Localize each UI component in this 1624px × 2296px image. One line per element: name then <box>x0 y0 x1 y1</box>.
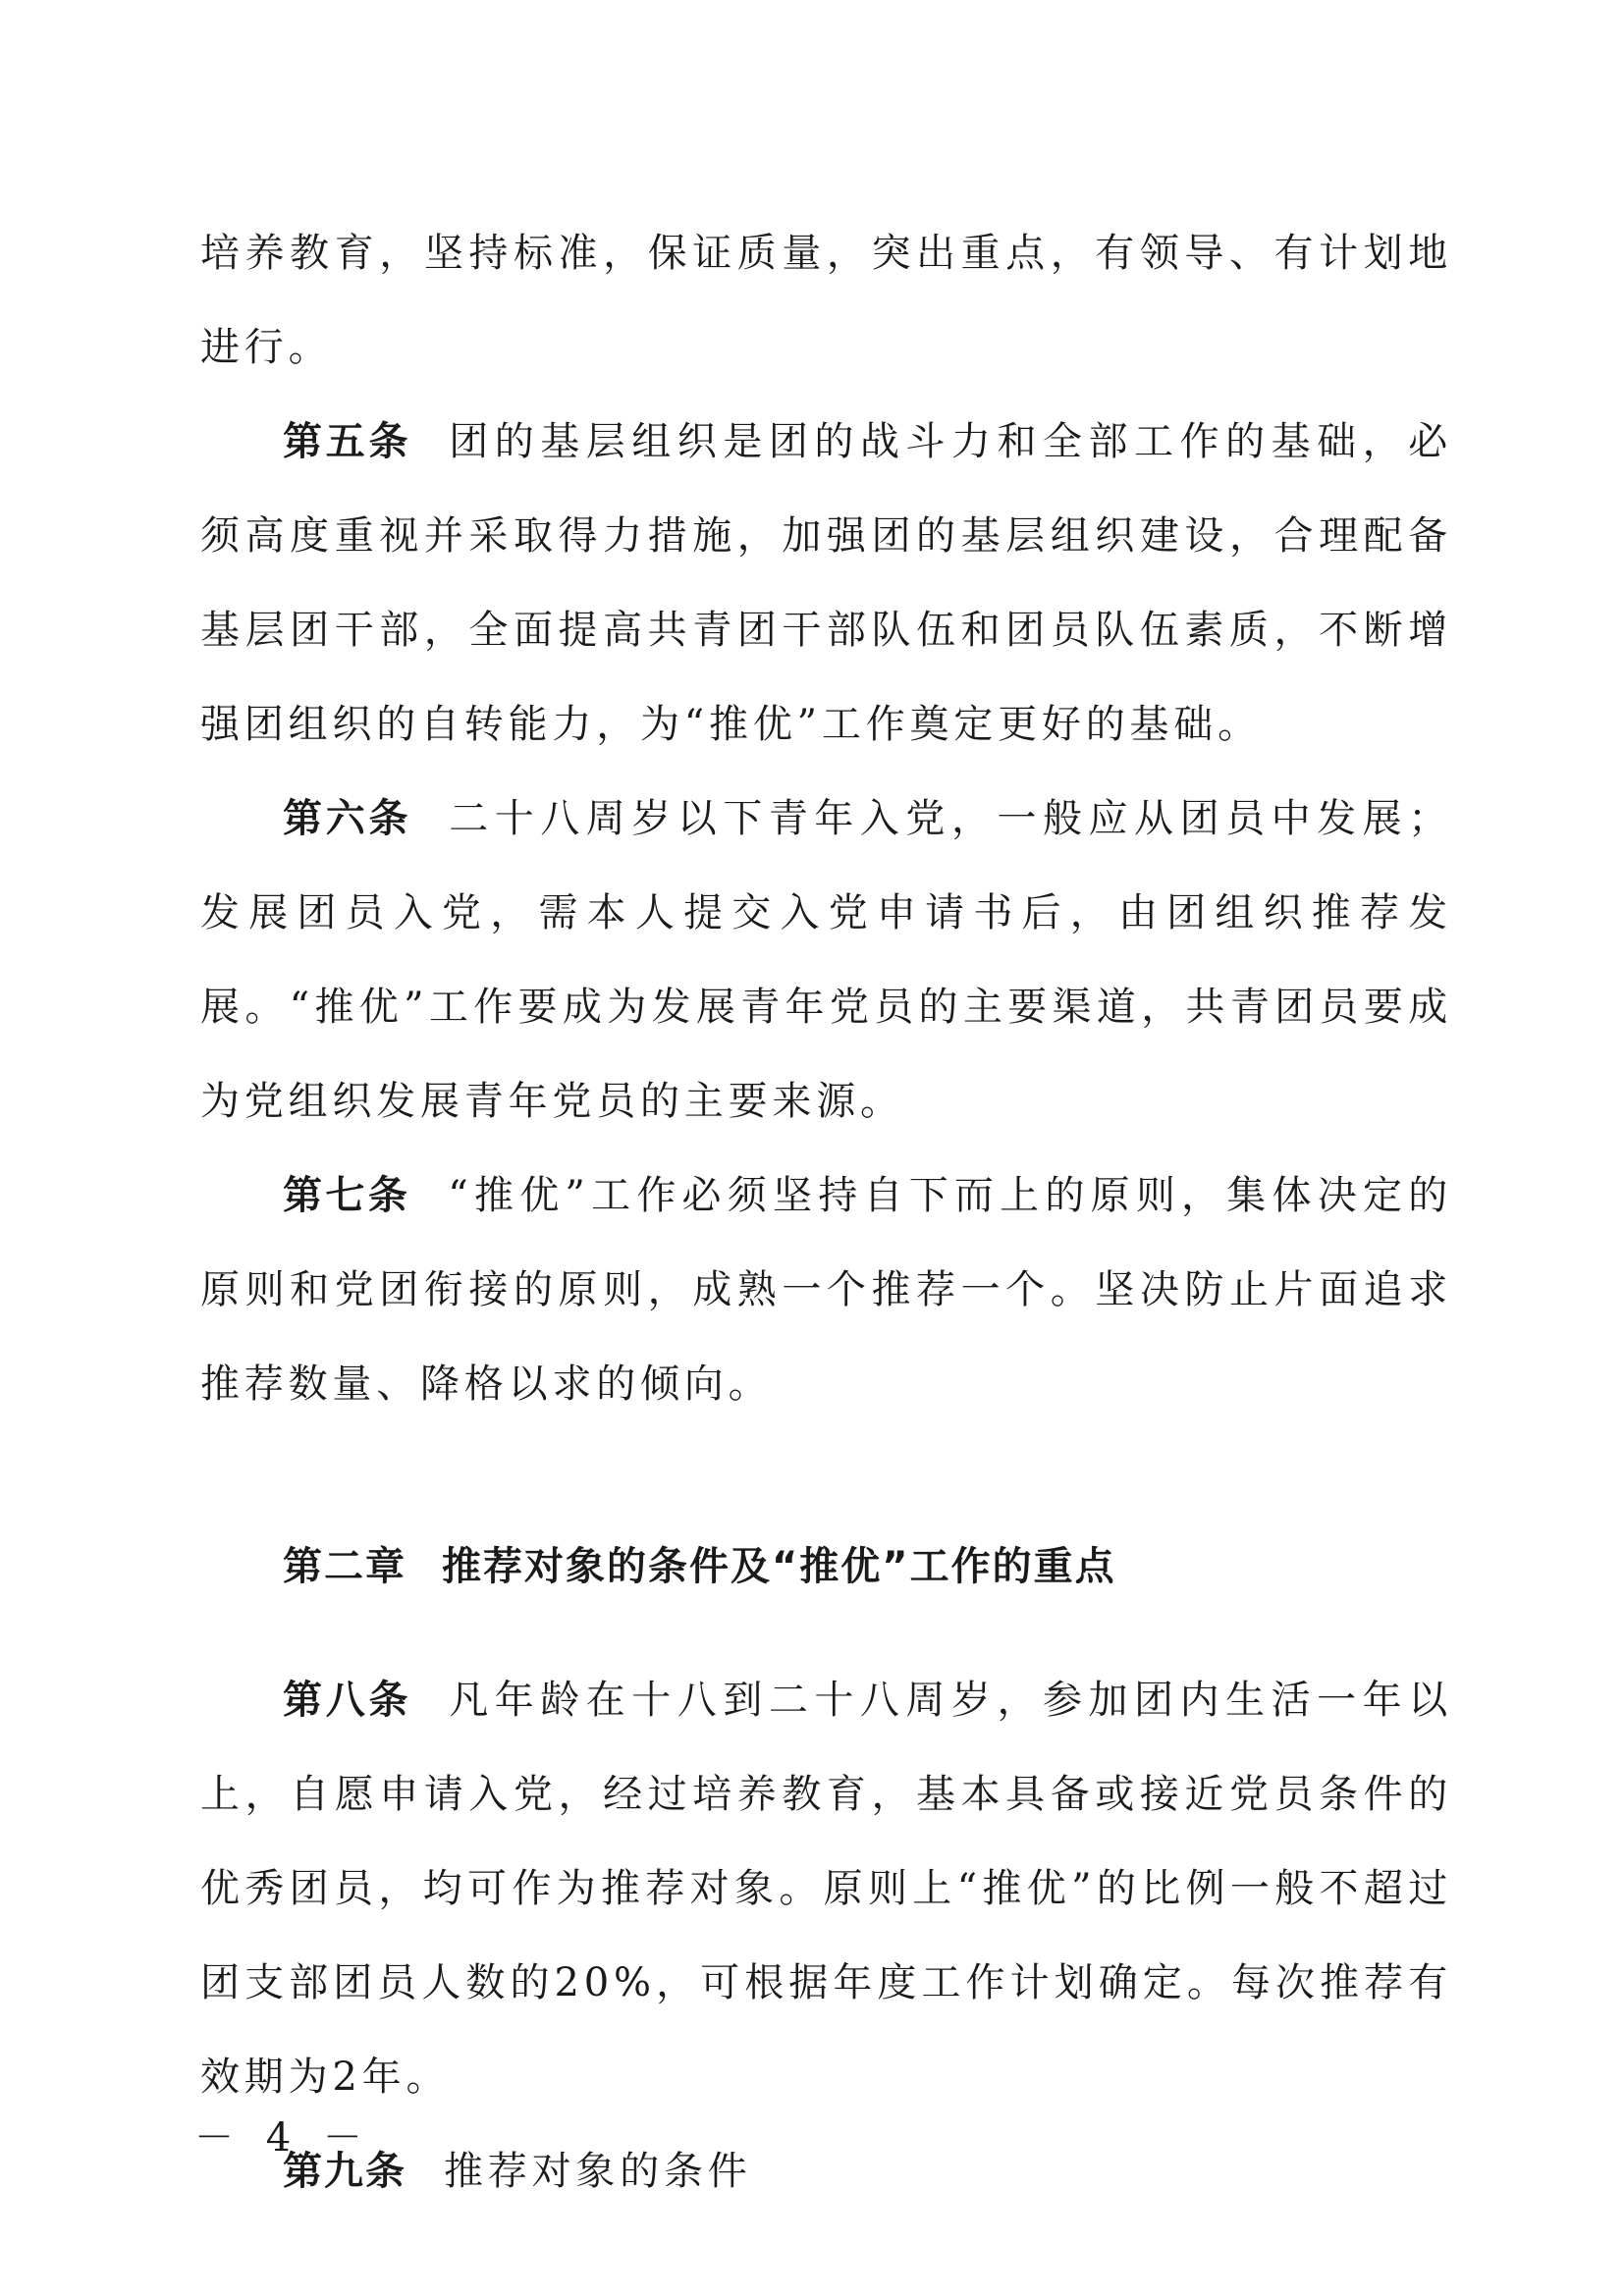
article-6-label: 第六条 <box>283 796 412 841</box>
document-body <box>200 206 1452 2218</box>
article-9-label: 第九条 <box>283 2149 406 2194</box>
chapter-number: 第二章 <box>283 1544 406 1589</box>
article-8-text: 凡年龄在十八到二十八周岁，参加团内生活一年以上，自愿申请入党，经过培养教育，基本具备或接近党员条件的优秀团员，均可作为推荐对象。原则上“推优”的比例一般不超过团支部团员人数的20%，可根据年度工作计划确定。每次推荐有效期为2年。 <box>200 1678 1453 2100</box>
article-5-paragraph <box>200 395 1452 772</box>
article-5-label: 第五条 <box>283 419 412 464</box>
article-6-text: 二十八周岁以下青年入党，一般应从团员中发展；发展团员入党，需本人提交入党申请书后，由团组织推荐发展。“推优”工作要成为发展青年党员的主要渠道，共青团员要成为党组织发展青年党员的主要来源。 <box>200 796 1453 1124</box>
article-5-text: 团的基层组织是团的战斗力和全部工作的基础，必须高度重视并采取得力措施，加强团的基层组织建设，合理配备基层团干部，全面提高共青团干部队伍和团员队伍素质，不断增强团组织的自转能力，为“推优”工作奠定更好的基础。 <box>200 419 1453 747</box>
article-7-paragraph <box>200 1148 1452 1431</box>
article-9-paragraph <box>200 2124 1452 2218</box>
paragraph-text: 培养教育，坚持标准，保证质量，突出重点，有领导、有计划地进行。 <box>200 231 1452 370</box>
paragraph-continuation <box>200 206 1452 395</box>
article-7-text: “推优”工作必须坚持自下而上的原则，集体决定的原则和党团衔接的原则，成熟一个推荐一个。坚决防止片面追求推荐数量、降格以求的倾向。 <box>200 1173 1452 1407</box>
article-8-label: 第八条 <box>283 1678 412 1723</box>
article-9-text: 推荐对象的条件 <box>444 2149 752 2194</box>
page-number: － 4 － <box>194 2115 372 2161</box>
chapter-heading <box>200 1520 1452 1614</box>
article-6-paragraph <box>200 772 1452 1148</box>
article-7-label: 第七条 <box>283 1173 411 1218</box>
article-8-paragraph <box>200 1653 1452 2124</box>
chapter-title: 推荐对象的条件及“推优”工作的重点 <box>442 1544 1116 1589</box>
